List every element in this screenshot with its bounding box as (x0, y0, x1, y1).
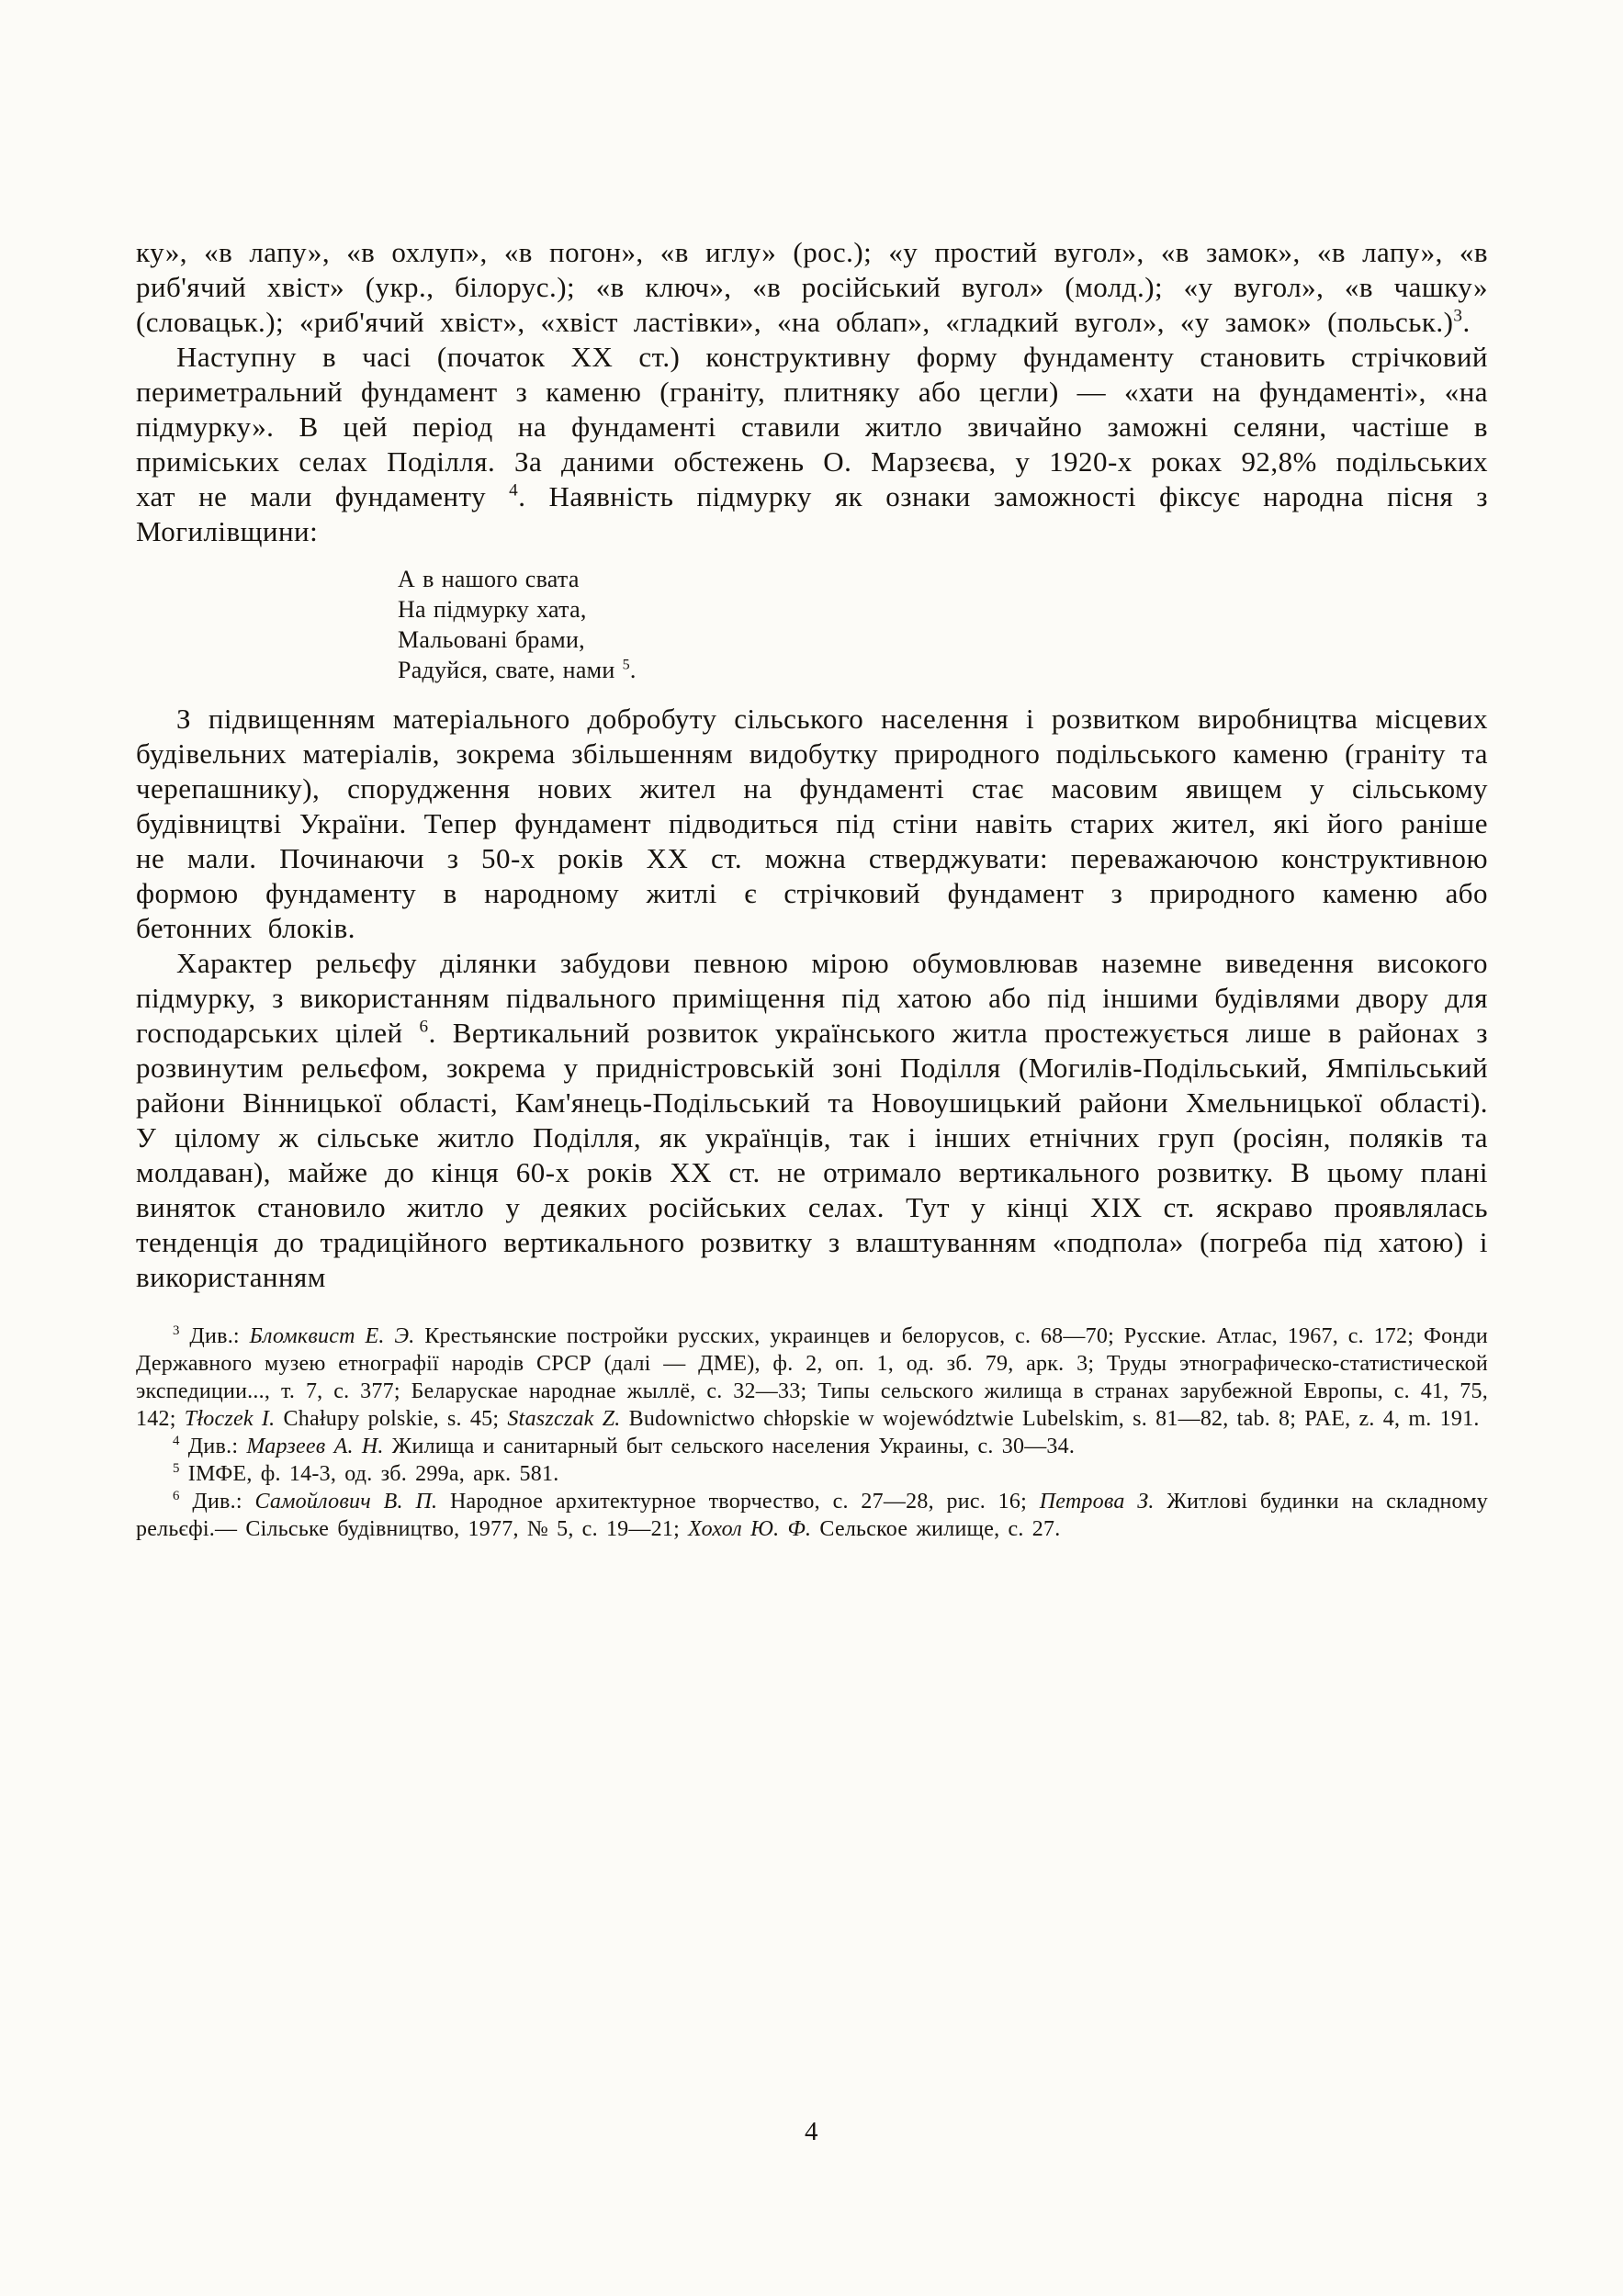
text-run: Budownictwo chłopskie w województwie Lubelskim, s. 81—82, tab. 8; PAE, z. 4, m. 191. (620, 1407, 1480, 1431)
text-run: ІМФЕ, ф. 14-3, од. зб. 299а, арк. 581. (179, 1462, 559, 1486)
text-run: Крестьянские постройки русских, украинцев и белорусов, с. 68—70; Русские. Атлас, 1967, с. 172; Фонди Державного музею етнографії народів СРСР (далі — ДМЕ), ф. 2, оп. 1, од. зб. 79, арк. 3; Труды этнографическо-статистической экспедиции..., т. 7, с. 377; Беларускае народнае жыллё, с. 32—33; Типы сельского жилища в странах зарубежной Европы, с. 41, 75, 142; (136, 1324, 1488, 1431)
verse-line (398, 625, 1488, 655)
footnote-5 (136, 1460, 1488, 1488)
italic-text-run: Марзеев А. Н. (246, 1435, 384, 1458)
footnote-marker: 5 (173, 1461, 180, 1476)
text-run: Характер рельєфу ділянки забудови певною мірою обумовлював наземне виведення високого підмурку, з використанням підвального приміщення під хатою або під іншими будівлями двору для господарських цілей (136, 947, 1488, 1049)
italic-text-run: Петрова З. (1039, 1490, 1155, 1514)
footnote-marker: 4 (509, 480, 519, 501)
text-run: Мальовані брами, (398, 626, 585, 653)
footnotes-section (136, 1322, 1488, 1543)
text-run: . Вертикальний розвиток українського житла простежується лише в районах з розвинутим рельєфом, зокрема у придністровській зоні Поділля (Могилів-Подільський, Ямпільський райони Вінницької області, Кам'янець-Подільський та Новоушицький райони Хмельницької області). У цілому ж сільське житло Поділля, як українців, так і інших етнічних груп (росіян, поляків та молдаван), майже до кінця 60-х років XX ст. не отримало вертикального розвитку. В цьому плані виняток становило житло у деяких російських селах. Тут у кінці XIX ст. яскраво проявлялась тенденція до традиційного вертикального розвитку з влаштуванням «подпола» (погреба під хатою) і використанням (136, 1017, 1489, 1293)
text-run: Chałupy polskie, s. 45; (275, 1407, 508, 1431)
footnote-3 (136, 1322, 1488, 1433)
verse-line (398, 655, 1488, 685)
body-paragraph-materials (136, 702, 1488, 946)
verse-line (398, 564, 1488, 594)
italic-text-run: Staszczak Z. (507, 1407, 621, 1431)
text-run: Народное архитектурное творчество, с. 27—28, рис. 16; (437, 1490, 1040, 1514)
italic-text-run: Хохол Ю. Ф. (688, 1517, 812, 1541)
text-run: На підмурку хата, (398, 596, 587, 623)
text-run: Див.: (179, 1435, 247, 1458)
text-run: Див.: (179, 1490, 255, 1514)
footnote-marker: 4 (173, 1434, 180, 1448)
text-run: . (1462, 306, 1471, 338)
italic-text-run: Tłoczek I. (184, 1407, 276, 1431)
text-run: Наступну в часі (початок XX ст.) конструктивну форму фундаменту становить стрічковий периметральний фундамент з каменю (граніту, плитняку або цегли) — «хати на фундаменті», «на підмурку». В цей період на фундаменті ставили житло звичайно заможні селяни, частіше в приміських селах Поділля. За даними обстежень О. Марзеєва, у 1920-х роках 92,8% подільських хат не мали фундаменту (136, 341, 1488, 512)
footnote-6 (136, 1488, 1488, 1543)
footnote-marker: 5 (622, 657, 630, 673)
text-block (136, 235, 1488, 1543)
body-paragraph-relief (136, 946, 1488, 1295)
text-run: . (629, 657, 637, 683)
folk-song-verse (398, 564, 1488, 685)
page-number: 4 (804, 2117, 819, 2146)
footnote-marker: 3 (173, 1323, 180, 1338)
text-run: . Наявність підмурку як ознаки заможності фіксує народна пісня з Могилівщини: (136, 480, 1488, 547)
text-run: Див.: (179, 1324, 250, 1348)
footnote-4 (136, 1433, 1488, 1460)
text-run: А в нашого свата (398, 566, 580, 592)
text-run: Жилища и санитарный быт сельского населения Украины, с. 30—34. (383, 1435, 1076, 1458)
body-paragraph-foundation (136, 340, 1488, 549)
body-paragraph-corner-joints (136, 235, 1488, 340)
text-run: Житлові будинки на складному рельєфі.— Сільське будівництво, 1977, № 5, с. 19—21; (136, 1490, 1489, 1541)
italic-text-run: Самойлович В. П. (254, 1490, 438, 1514)
text-run: Сельское жилище, с. 27. (811, 1517, 1061, 1541)
footnote-marker: 6 (419, 1017, 429, 1037)
footnote-marker: 6 (173, 1489, 180, 1503)
italic-text-run: Бломквист Е. Э. (249, 1324, 415, 1348)
text-run: З підвищенням матеріального добробуту сільського населення і розвитком виробництва місцевих будівельних матеріалів, зокрема збільшенням видобутку природного подільського каменю (граніту та черепашнику), спорудження нових жител на фундаменті стає масовим явищем у сільському будівництві України. Тепер фундамент підводиться під стіни навіть старих жител, які його раніше не мали. Починаючи з 50-х років XX ст. можна стверджувати: переважаючою конструктивною формою фундаменту в народному житлі є стрічковий фундамент з природного каменю або бетонних блоків. (136, 703, 1488, 944)
footnote-marker: 3 (1453, 306, 1463, 326)
text-run: Радуйся, свате, нами (398, 657, 623, 683)
text-run: ку», «в лапу», «в охлуп», «в погон», «в иглу» (рос.); «у простий вугол», «в замок», «в лапу», «в риб'ячий хвіст» (укр., білорус.); «в ключ», «в російський вугол» (молд.); «у вугол», «в чашку» (словацьк.); «риб'ячий хвіст», «хвіст ластівки», «на облап», «гладкий вугол», «у замок» (польськ.) (136, 236, 1488, 338)
verse-line (398, 594, 1488, 625)
body-text (136, 235, 1488, 1295)
